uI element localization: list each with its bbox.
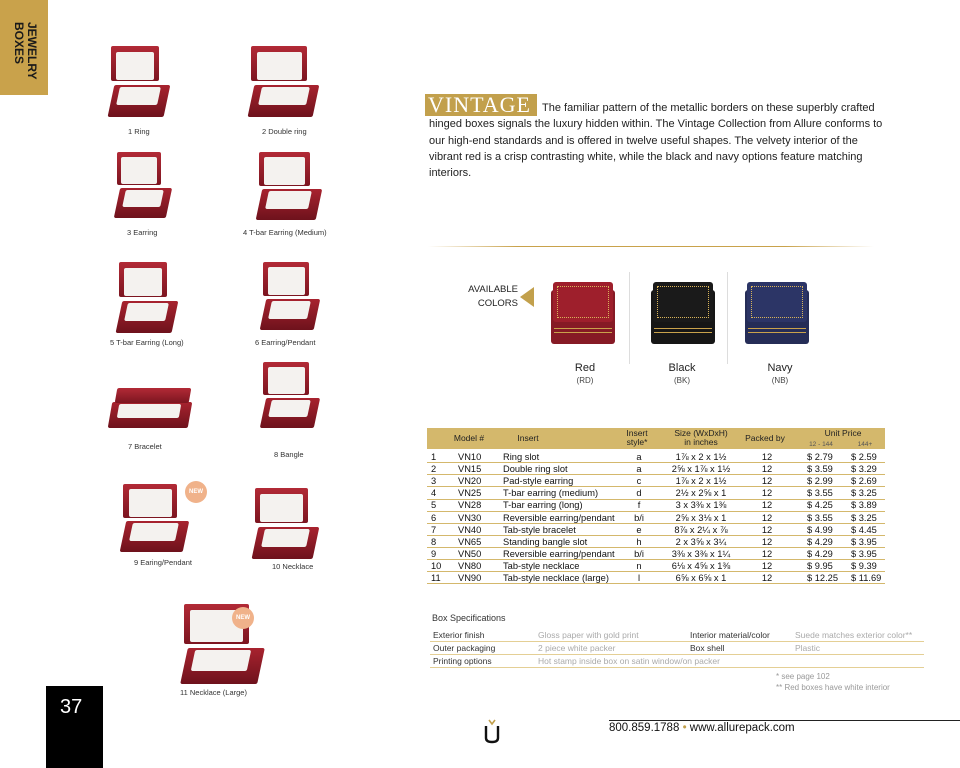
cell-n: 10 [431, 560, 442, 571]
footer-phone: 800.859.1788 [609, 722, 680, 734]
product-caption: 9 Earing/Pendant [134, 558, 192, 567]
available-colors-label: AVAILABLE COLORS [468, 284, 518, 309]
allure-logo-icon [483, 718, 501, 744]
spec-row [430, 629, 924, 642]
specs-title: Box Specifications [432, 613, 506, 623]
cell-p2: $ 2.69 [851, 476, 877, 487]
cell-model: VN10 [458, 452, 482, 462]
product-caption: 2 Double ring [262, 127, 307, 136]
cell-packed: 12 [761, 488, 773, 499]
table-row [427, 451, 885, 463]
cell-p1: $ 12.25 [807, 573, 839, 583]
spec-label: Printing options [433, 656, 492, 667]
color-name: Red [574, 362, 596, 374]
cell-style: a [636, 464, 642, 475]
table-row [427, 475, 885, 487]
cell-p1: $ 4.25 [807, 500, 833, 511]
cell-model: VN65 [458, 536, 482, 547]
arrow-left-icon [520, 287, 534, 307]
cell-size: 2⅝ x 1⅞ x 1½ [671, 464, 731, 475]
cell-p1: $ 3.55 [807, 488, 833, 499]
cell-style: a [636, 452, 642, 462]
spec-row [430, 655, 924, 668]
cell-model: VN28 [458, 500, 482, 511]
cell-p1: $ 3.55 [807, 512, 833, 523]
cell-p1: $ 2.99 [807, 476, 833, 487]
cell-n: 3 [431, 476, 437, 487]
col-insert: Insert [517, 433, 539, 443]
product-box-image [118, 262, 176, 332]
cell-p1: $ 9.95 [807, 560, 833, 571]
cell-model: VN50 [458, 548, 482, 559]
cell-style: b/i [634, 512, 644, 523]
cell-p2: $ 11.69 [851, 573, 882, 583]
cell-packed: 12 [761, 464, 773, 475]
product-box-image [122, 484, 188, 552]
table-row [427, 524, 885, 536]
cell-n: 11 [431, 573, 441, 583]
page-number-box [46, 686, 103, 768]
cell-model: VN30 [458, 512, 482, 523]
cell-p2: $ 3.95 [851, 548, 877, 559]
cell-insert: Ring slot [503, 452, 540, 462]
new-badge: NEW [185, 481, 207, 503]
spec-value: Gloss paper with gold print [538, 630, 639, 640]
spec-label: Interior material/color [690, 630, 770, 640]
col-model: Model # [453, 433, 485, 443]
footer-separator: • [682, 722, 687, 734]
cell-insert: Reversible earring/pendant [503, 512, 615, 523]
cell-packed: 12 [761, 524, 773, 535]
table-row [427, 536, 885, 548]
cell-size: 6⅛ x 4⅝ x 1⅜ [671, 560, 731, 571]
price-table-header [427, 428, 885, 449]
product-caption: 7 Bracelet [128, 442, 162, 451]
product-caption: 10 Necklace [272, 562, 314, 571]
footnote: ** Red boxes have white interior [776, 683, 890, 692]
cell-n: 8 [431, 536, 437, 547]
cell-p2: $ 3.25 [851, 488, 877, 499]
color-name: Black [668, 362, 696, 374]
cell-size: 1⅞ x 2 x 1½ [675, 452, 727, 462]
product-box-image [262, 262, 318, 330]
col-price-tier1: 12 - 144 [809, 441, 833, 448]
footer-website[interactable]: www.allurepack.com [689, 722, 795, 734]
spec-value: Hot stamp inside box on satin window/on packer [538, 656, 720, 667]
product-caption: 5 T-bar Earring (Long) [110, 338, 184, 347]
product-caption: 6 Earring/Pendant [255, 338, 316, 347]
color-code: (BK) [674, 376, 690, 385]
cell-model: VN40 [458, 524, 482, 535]
col-price-tier2: 144+ [857, 441, 873, 448]
cell-p2: $ 9.39 [851, 560, 877, 571]
product-box-image [254, 488, 318, 558]
section-tab [0, 0, 48, 95]
cell-packed: 12 [761, 452, 773, 462]
cell-n: 9 [431, 548, 437, 559]
product-box-image [110, 46, 168, 116]
footer-contact [609, 722, 795, 734]
cell-n: 1 [431, 452, 437, 462]
spec-value: 2 piece white packer [538, 643, 616, 654]
spec-label: Box shell [690, 643, 725, 654]
cell-style: l [637, 573, 641, 583]
color-code: (RD) [576, 376, 594, 385]
cell-insert: Tab-style bracelet [503, 524, 576, 535]
cell-style: d [636, 488, 642, 499]
product-box-image [258, 152, 320, 220]
cell-p1: $ 3.59 [807, 464, 833, 475]
cell-n: 4 [431, 488, 437, 499]
cell-size: 6⅝ x 6⅝ x 1 [675, 573, 727, 583]
cell-style: f [637, 500, 641, 511]
cell-size: 1⅞ x 2 x 1½ [675, 476, 727, 487]
col-unit-price: Unit Price [824, 428, 862, 438]
spec-value: Plastic [795, 643, 821, 654]
product-caption: 4 T-bar Earring (Medium) [243, 228, 327, 237]
cell-insert: Double ring slot [503, 464, 568, 475]
product-box-image [262, 362, 318, 428]
cell-size: 3⅜ x 3⅜ x 1¼ [671, 548, 731, 559]
cell-model: VN20 [458, 476, 482, 487]
cell-packed: 12 [761, 500, 773, 511]
cell-p2: $ 3.29 [851, 464, 877, 475]
cell-size: 2½ x 2⅝ x 1 [675, 488, 727, 499]
table-row [427, 499, 885, 511]
divider [629, 272, 630, 364]
table-row [427, 572, 885, 584]
color-swatch-black[interactable] [651, 282, 715, 344]
spec-row [430, 642, 924, 655]
collection-title: VINTAGE [425, 94, 537, 116]
cell-p1: $ 4.99 [807, 524, 833, 535]
divider [428, 246, 874, 247]
col-size: Size (WxDxH) in inches [674, 428, 728, 447]
cell-insert: Reversible earring/pendant [503, 548, 615, 559]
color-code: (NB) [771, 376, 789, 385]
cell-style: h [636, 536, 642, 547]
cell-p2: $ 3.89 [851, 500, 877, 511]
cell-n: 5 [431, 500, 437, 511]
cell-n: 7 [431, 524, 437, 535]
product-caption: 11 Necklace (Large) [180, 688, 247, 697]
product-box-image [110, 388, 190, 428]
cell-model: VN15 [458, 464, 482, 475]
cell-insert: Tab-style necklace [503, 560, 580, 571]
cell-packed: 12 [761, 548, 773, 559]
cell-packed: 12 [761, 476, 773, 487]
intro-text: The familiar pattern of the metallic borders on these superbly crafted hinged boxes signals the luxury hidden within. The Vintage Collection from Allure conforms to our high-end standards and is offered in twelve useful shapes. The velvety interior of the vibrant red is a crisp contrasting white, while the black and navy options feature matching interiors. [429, 102, 883, 180]
footer-rule [609, 720, 960, 721]
col-packed-by: Packed by [745, 433, 785, 443]
table-row [427, 560, 885, 572]
product-box-image [250, 46, 318, 116]
product-box-image [116, 152, 170, 218]
cell-size: 8⅞ x 2¼ x ⅞ [674, 524, 728, 535]
cell-p1: $ 2.79 [807, 452, 833, 462]
cell-size: 2 x 3⅝ x 3¼ [675, 536, 727, 547]
spec-label: Exterior finish [433, 630, 485, 640]
color-swatch-red[interactable] [551, 282, 615, 344]
cell-insert: Standing bangle slot [503, 536, 588, 547]
cell-p1: $ 4.29 [807, 536, 833, 547]
cell-packed: 12 [761, 573, 773, 583]
footnote: * see page 102 [776, 672, 830, 681]
cell-insert: T-bar earring (long) [503, 500, 583, 511]
cell-p2: $ 3.25 [851, 512, 877, 523]
table-row [427, 512, 885, 524]
cell-p2: $ 4.45 [851, 524, 877, 535]
cell-style: e [636, 524, 642, 535]
page-number: 37 [60, 696, 83, 718]
color-swatch-navy[interactable] [745, 282, 809, 344]
divider [727, 272, 728, 364]
cell-n: 2 [431, 464, 437, 475]
cell-n: 6 [431, 512, 437, 523]
product-caption: 3 Earring [127, 228, 158, 237]
table-row [427, 463, 885, 475]
cell-p1: $ 4.29 [807, 548, 833, 559]
cell-insert: Tab-style necklace (large) [503, 573, 609, 583]
cell-size: 3 x 3⅜ x 1⅜ [675, 500, 727, 511]
product-caption: 8 Bangle [274, 450, 304, 459]
cell-model: VN25 [458, 488, 482, 499]
table-row [427, 487, 885, 499]
cell-insert: T-bar earring (medium) [503, 488, 599, 499]
section-tab-label: JEWELRY BOXES [12, 22, 39, 80]
new-badge: NEW [232, 607, 254, 629]
cell-model: VN80 [458, 560, 482, 571]
cell-p2: $ 3.95 [851, 536, 877, 547]
spec-value: Suede matches exterior color** [795, 630, 913, 640]
col-insert-style: Insert style* [626, 428, 648, 447]
cell-style: n [636, 560, 642, 571]
cell-packed: 12 [761, 536, 773, 547]
spec-label: Outer packaging [433, 643, 496, 654]
cell-packed: 12 [761, 560, 773, 571]
cell-p2: $ 2.59 [851, 452, 877, 462]
table-row [427, 548, 885, 560]
color-name: Navy [767, 362, 793, 374]
cell-style: c [636, 476, 642, 487]
cell-size: 2⅝ x 3⅛ x 1 [675, 512, 727, 523]
cell-model: VN90 [458, 573, 482, 583]
cell-packed: 12 [761, 512, 773, 523]
cell-style: b/i [634, 548, 644, 559]
product-caption: 1 Ring [128, 127, 150, 136]
cell-insert: Pad-style earring [503, 476, 574, 487]
